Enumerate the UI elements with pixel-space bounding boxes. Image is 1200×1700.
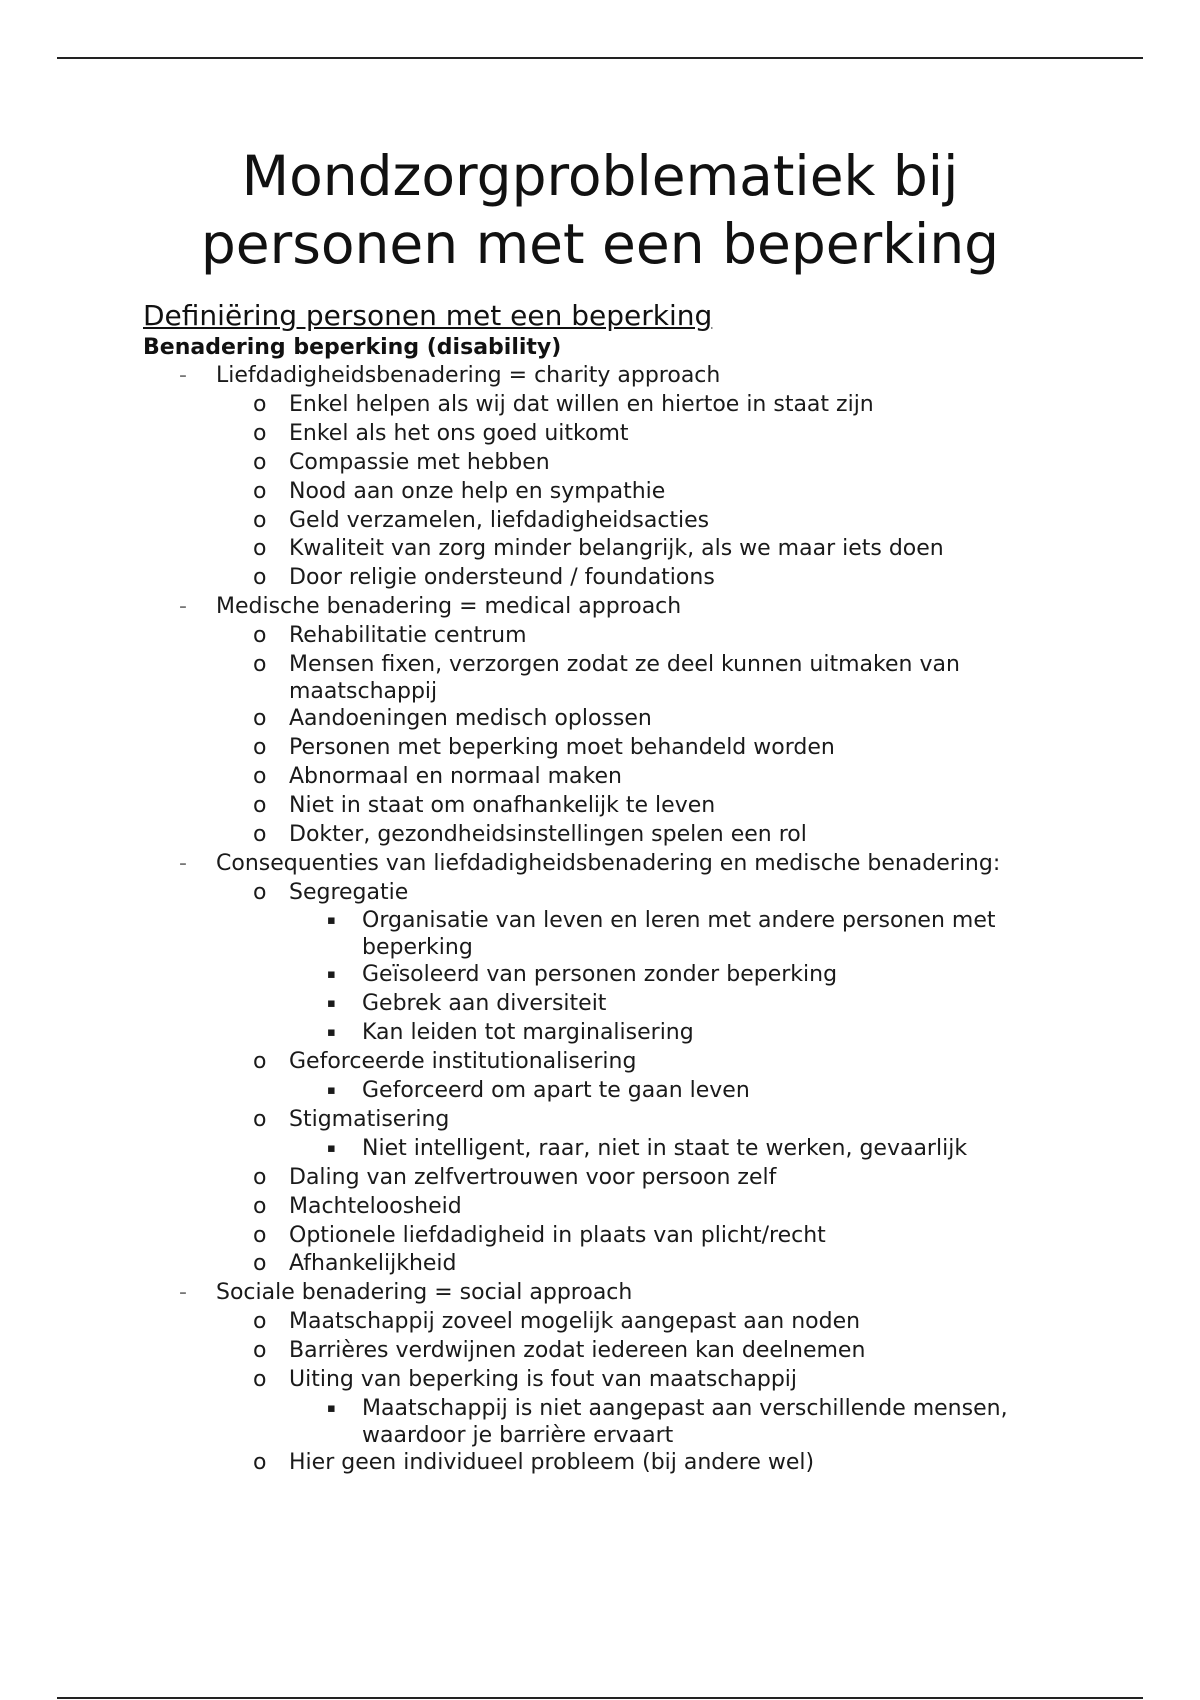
document-body xyxy=(143,298,1103,1478)
item-text: Machteloosheid xyxy=(289,1193,462,1219)
item-text: Nood aan onze help en sympathie xyxy=(289,478,666,504)
list-item xyxy=(216,792,1103,821)
page-title xyxy=(0,142,1200,278)
circle-bullet: o xyxy=(253,1193,267,1219)
item-text: Compassie met hebben xyxy=(289,449,550,475)
item-text: Segregatie xyxy=(289,879,409,905)
list-item xyxy=(216,1449,1103,1478)
item-text: Enkel als het ons goed uitkomt xyxy=(289,420,629,446)
section-heading: Definiëring personen met een beperking xyxy=(143,299,713,332)
circle-bullet: o xyxy=(253,1251,267,1277)
top-rule xyxy=(57,57,1143,59)
list-item xyxy=(289,990,1103,1019)
list-item xyxy=(216,622,1103,651)
dash-bullet: - xyxy=(179,850,187,876)
list-item xyxy=(143,362,1103,593)
list-item xyxy=(289,1395,1103,1449)
list-item xyxy=(289,1077,1103,1106)
list-item xyxy=(216,564,1103,593)
dash-bullet: - xyxy=(179,363,187,388)
dash-bullet: - xyxy=(179,1280,187,1306)
list-item xyxy=(216,478,1103,507)
item-text: Uiting van beperking is fout van maatschappij xyxy=(289,1367,798,1393)
list-item xyxy=(216,449,1103,478)
square-bullet: ▪ xyxy=(327,1140,336,1156)
list-item xyxy=(216,1193,1103,1222)
item-text: Niet in staat om onafhankelijk te leven xyxy=(289,792,716,818)
circle-bullet: o xyxy=(253,879,267,905)
item-text: Gebrek aan diversiteit xyxy=(362,991,607,1017)
square-bullet: ▪ xyxy=(327,913,336,929)
circle-bullet: o xyxy=(253,420,267,446)
circle-bullet: o xyxy=(253,763,267,789)
item-text: Rehabilitatie centrum xyxy=(289,623,527,649)
list-item xyxy=(289,907,1103,961)
circle-bullet: o xyxy=(253,507,267,533)
circle-bullet: o xyxy=(253,1106,267,1132)
item-text: Maatschappij is niet aangepast aan verschillende mensen, waardoor je barrière ervaart xyxy=(362,1396,1008,1448)
circle-bullet: o xyxy=(253,1222,267,1248)
square-bullet: ▪ xyxy=(327,1401,336,1416)
sub-list xyxy=(216,622,1103,849)
list-item xyxy=(216,420,1103,449)
sub-list xyxy=(216,879,1103,1280)
item-text: Geïsoleerd van personen zonder beperking xyxy=(362,962,838,988)
sub-sub-list xyxy=(289,907,1103,1048)
list-item xyxy=(216,1164,1103,1193)
bottom-rule xyxy=(57,1697,1143,1699)
list-item xyxy=(289,1019,1103,1048)
list-item xyxy=(216,1222,1103,1251)
circle-bullet: o xyxy=(253,449,267,475)
circle-bullet: o xyxy=(253,1164,267,1190)
circle-bullet: o xyxy=(253,652,267,678)
list-item xyxy=(289,1135,1103,1164)
list-item xyxy=(143,850,1103,1280)
circle-bullet: o xyxy=(253,1309,267,1335)
item-text: Abnormaal en normaal maken xyxy=(289,763,622,789)
circle-bullet: o xyxy=(253,1338,267,1364)
list-item xyxy=(143,1279,1103,1478)
subheading: Benadering beperking (disability) xyxy=(143,335,562,360)
list-item xyxy=(216,391,1103,420)
approach-label: Medische benadering = medical approach xyxy=(216,594,682,620)
sub-list xyxy=(216,391,1103,593)
list-item xyxy=(216,821,1103,850)
list-item xyxy=(216,763,1103,792)
circle-bullet: o xyxy=(253,792,267,818)
item-text: Geforceerd om apart te gaan leven xyxy=(362,1078,750,1104)
sub-sub-list xyxy=(289,1135,1103,1164)
circle-bullet: o xyxy=(253,1450,267,1475)
item-text: Stigmatisering xyxy=(289,1106,450,1132)
approach-list xyxy=(143,362,1103,1478)
item-text: Kwaliteit van zorg minder belangrijk, als we maar iets doen xyxy=(289,536,944,562)
item-text: Afhankelijkheid xyxy=(289,1251,457,1277)
item-text: Door religie ondersteund / foundations xyxy=(289,565,715,591)
sub-sub-list xyxy=(289,1395,1103,1449)
list-item xyxy=(216,879,1103,1049)
item-text: Niet intelligent, raar, niet in staat te werken, gevaarlijk xyxy=(362,1135,968,1161)
list-item xyxy=(289,961,1103,990)
circle-bullet: o xyxy=(253,1367,267,1393)
list-item xyxy=(216,1106,1103,1164)
title-line-2: personen met een beperking xyxy=(200,212,1000,276)
list-item xyxy=(216,1048,1103,1106)
item-text: Geld verzamelen, liefdadigheidsacties xyxy=(289,507,710,533)
list-item xyxy=(216,1337,1103,1366)
circle-bullet: o xyxy=(253,821,267,847)
list-item xyxy=(216,734,1103,763)
sub-list xyxy=(216,1308,1103,1478)
approach-label: Sociale benadering = social approach xyxy=(216,1280,633,1306)
item-text: Hier geen individueel probleem (bij andere wel) xyxy=(289,1450,815,1475)
list-item xyxy=(216,1366,1103,1449)
list-item xyxy=(216,535,1103,564)
title-line-1: Mondzorgproblematiek bij xyxy=(241,144,959,208)
circle-bullet: o xyxy=(253,565,267,591)
item-text: Maatschappij zoveel mogelijk aangepast aan noden xyxy=(289,1309,861,1335)
approach-label: Liefdadigheidsbenadering = charity approach xyxy=(216,363,721,388)
list-item xyxy=(216,507,1103,536)
item-text: Dokter, gezondheidsinstellingen spelen een rol xyxy=(289,821,807,847)
item-text: Organisatie van leven en leren met andere personen met beperking xyxy=(362,908,996,961)
item-text: Kan leiden tot marginalisering xyxy=(362,1020,694,1046)
square-bullet: ▪ xyxy=(327,1025,336,1041)
list-item xyxy=(216,1308,1103,1337)
list-item xyxy=(216,1250,1103,1279)
item-text: Aandoeningen medisch oplossen xyxy=(289,706,652,732)
list-item xyxy=(216,651,1103,705)
circle-bullet: o xyxy=(253,1049,267,1075)
item-text: Mensen fixen, verzorgen zodat ze deel kunnen uitmaken van maatschappij xyxy=(289,652,960,705)
square-bullet: ▪ xyxy=(327,996,336,1012)
circle-bullet: o xyxy=(253,734,267,760)
approach-label: Consequenties van liefdadigheidsbenadering en medische benadering: xyxy=(216,850,1001,876)
item-text: Barrières verdwijnen zodat iedereen kan deelnemen xyxy=(289,1338,866,1364)
square-bullet: ▪ xyxy=(327,1083,336,1099)
item-text: Personen met beperking moet behandeld worden xyxy=(289,734,835,760)
list-item xyxy=(143,593,1103,849)
item-text: Optionele liefdadigheid in plaats van plicht/recht xyxy=(289,1222,826,1248)
circle-bullet: o xyxy=(253,536,267,562)
circle-bullet: o xyxy=(253,706,267,732)
circle-bullet: o xyxy=(253,478,267,504)
item-text: Enkel helpen als wij dat willen en hiertoe in staat zijn xyxy=(289,391,874,417)
item-text: Geforceerde institutionalisering xyxy=(289,1049,637,1075)
sub-sub-list xyxy=(289,1077,1103,1106)
circle-bullet: o xyxy=(253,391,267,417)
circle-bullet: o xyxy=(253,623,267,649)
item-text: Daling van zelfvertrouwen voor persoon zelf xyxy=(289,1164,777,1190)
square-bullet: ▪ xyxy=(327,967,336,983)
list-item xyxy=(216,705,1103,734)
dash-bullet: - xyxy=(179,594,187,620)
